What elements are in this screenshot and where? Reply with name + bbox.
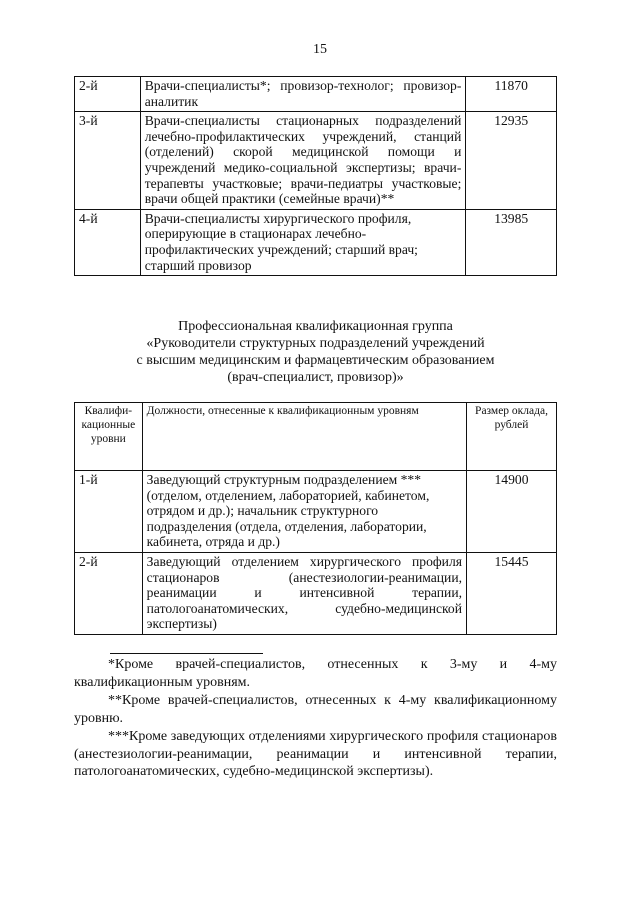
table-row [75, 77, 557, 112]
level-cell: 2-й [75, 77, 141, 112]
table-row [75, 552, 557, 634]
table-row [75, 471, 557, 553]
positions-cell: Врачи-специалисты хирургического профиля, оперирующие в стационарах лечебно-профилактических учреждений; старший врач; старший провизор [140, 209, 466, 275]
level-cell: 3-й [75, 112, 141, 210]
salary-cell: 12935 [466, 112, 557, 210]
footnote-divider [110, 653, 263, 654]
level-cell: 1-й [75, 471, 143, 553]
salary-cell: 15445 [467, 552, 557, 634]
salary-cell: 11870 [466, 77, 557, 112]
level-cell: 4-й [75, 209, 141, 275]
level-cell: 2-й [75, 552, 143, 634]
footnotes [74, 656, 557, 782]
footnote: *Кроме врачей-специалистов, отнесенных к 3-му и 4-му квалификационным уровням. [74, 657, 557, 690]
footnote: **Кроме врачей-специалистов, отнесенных к 4-му квалификационному уровню. [74, 693, 557, 726]
footnote: ***Кроме заведующих отделениями хирургического профиля стационаров (анестезиологии-реанимации, реанимации и интенсивной терапии, патологоанатомических, судебно-медицинской экспертизы). [74, 729, 557, 779]
qualification-table-doctors [74, 76, 557, 276]
group-heading-line: (врач-специалист, провизор)» [227, 370, 404, 385]
group-heading-line: Профессиональная квалификационная группа [178, 319, 453, 334]
positions-cell: Заведующий структурным подразделением *** (отделом, отделением, лабораторией, кабинетом, отрядом и др.); начальник структурного подразделения (отдела, отделения, лаборатории, кабинета, отряда и др.) [142, 471, 466, 553]
positions-cell: Заведующий отделением хирургического профиля стационаров (анестезиологии-реанимации, реанимации и интенсивной терапии, патологоанатомических, судебно-медицинской экспертизы) [142, 552, 466, 634]
salary-cell: 14900 [467, 471, 557, 553]
header-positions: Должности, отнесенные к квалификационным уровням [142, 403, 466, 471]
positions-cell: Врачи-специалисты стационарных подразделений лечебно-профилактических учреждений, станций (отделений) скорой медицинской помощи и учреждений медико-социальной экспертизы; врачи-терапевты участковые; врачи-педиатры участковые; врачи общей практики (семейные врачи)** [140, 112, 466, 210]
positions-cell: Врачи-специалисты*; провизор-технолог; провизор-аналитик [140, 77, 466, 112]
qualification-table-heads [74, 402, 557, 635]
header-salary: Размер оклада, рублей [467, 403, 557, 471]
group-heading-line: с высшим медицинским и фармацевтическим образованием [136, 353, 495, 368]
group-heading-line: «Руководители структурных подразделений учреждений [146, 336, 485, 351]
page-number: 15 [313, 42, 327, 57]
table-header-row [75, 403, 557, 471]
salary-cell: 13985 [466, 209, 557, 275]
table-row [75, 112, 557, 210]
header-level: Квалифи-кационные уровни [75, 403, 143, 471]
group-heading [74, 318, 557, 386]
table-row [75, 209, 557, 275]
